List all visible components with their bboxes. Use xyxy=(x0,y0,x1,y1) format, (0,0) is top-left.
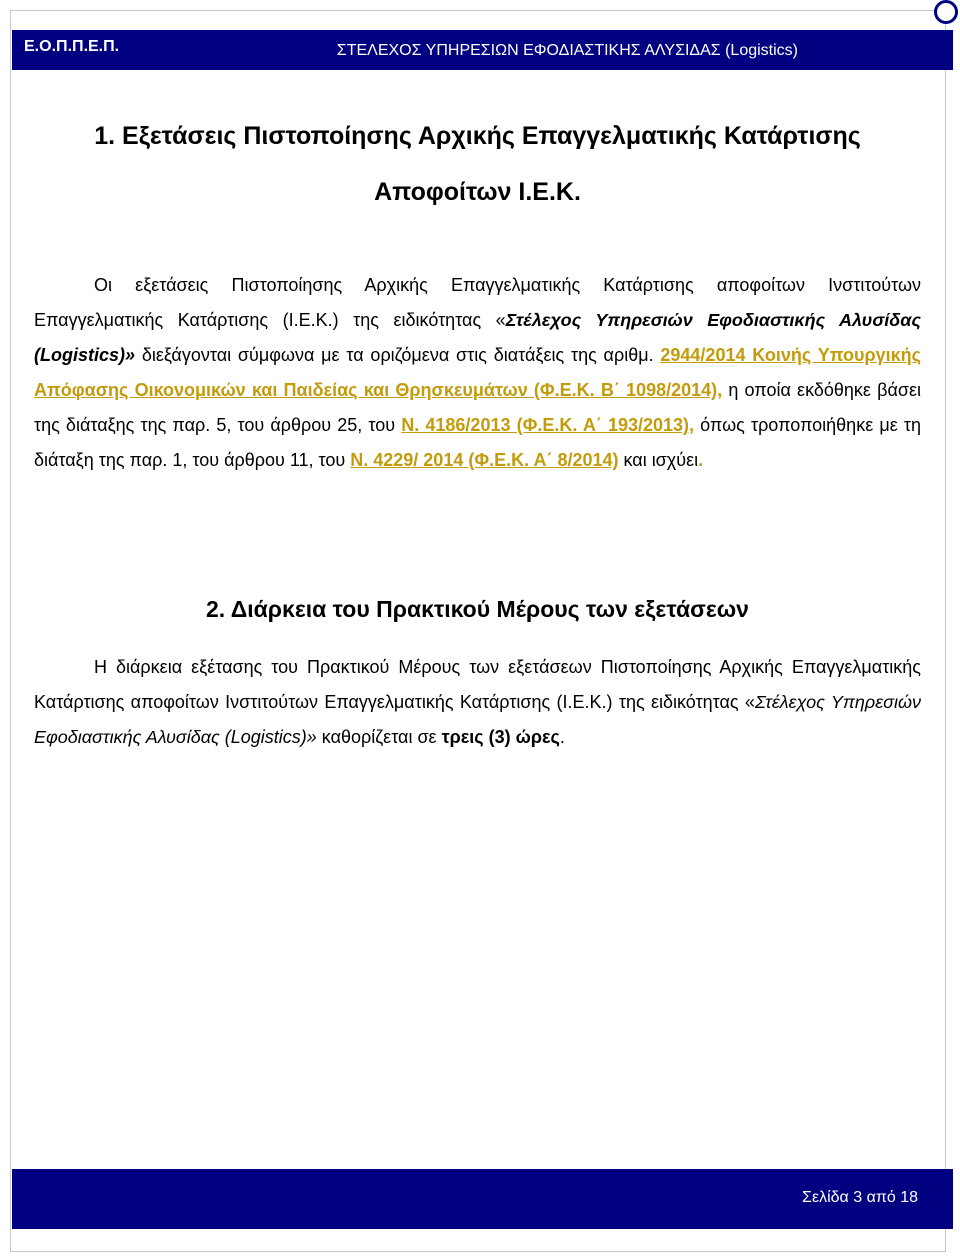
section-2-paragraph xyxy=(34,650,921,755)
footer-bar xyxy=(12,1169,953,1229)
section-1-title-line2: Αποφοίτων Ι.Ε.Κ. xyxy=(374,178,581,206)
section-1-paragraph xyxy=(34,268,921,478)
header-bar xyxy=(12,30,953,70)
law-link-4186-2013[interactable]: Ν. 4186/2013 (Φ.Ε.Κ. Α΄ 193/2013), xyxy=(401,415,695,435)
section-1-title-line1: 1. Εξετάσεις Πιστοποίησης Αρχικής Επαγγελματικής Κατάρτισης xyxy=(94,122,861,150)
s2-text-a: Η διάρκεια εξέτασης του Πρακτικού Μέρους των εξετάσεων Πιστοποίησης Αρχικής Επαγγελματικής Κατάρτισης αποφοίτων Ινστιτούτων Επαγγελματικής Κατάρτισης (Ι.Ε.Κ.) της ειδικότητας « xyxy=(34,657,921,712)
section-2-title: 2. Διάρκεια του Πρακτικού Μέρους των εξετάσεων xyxy=(206,596,749,622)
law-link-4229-2014[interactable]: Ν. 4229/ 2014 (Φ.Ε.Κ. Α΄ 8/2014) xyxy=(350,450,619,470)
s1-text-b: διεξάγονται σύμφωνα με τα οριζόμενα στις διατάξεις της αριθμ. xyxy=(135,345,661,365)
s1-text-d: όπως τροποποιήθηκε με τη διάταξη της παρ. 1, του άρθρου 11, του xyxy=(34,415,922,470)
page-number: Σελίδα 3 από 18 xyxy=(802,1189,918,1206)
s1-end: . xyxy=(698,450,704,470)
section-1-title xyxy=(34,108,921,220)
header-org: Ε.Ο.Π.Π.Ε.Π. xyxy=(24,38,120,55)
s2-end: . xyxy=(559,727,565,747)
law-link-2944-2014[interactable]: 2944/2014 Κοινής Υπουργικής Απόφασης Οικονομικών και Παιδείας και Θρησκευμάτων (Φ.Ε.Κ. Β΄ 1098/2014), xyxy=(34,345,921,400)
s2-duration: τρεις (3) ώρες xyxy=(441,727,560,747)
s1-text-a: Οι εξετάσεις Πιστοποίησης Αρχικής Επαγγελματικής Κατάρτισης αποφοίτων Ινστιτούτων Επαγγελματικής Κατάρτισης (Ι.Ε.Κ.) της ειδικότητας « xyxy=(34,275,921,330)
s2-text-b: καθορίζεται σε xyxy=(316,727,442,747)
s2-specialty: Στέλεχος Υπηρεσιών Εφοδιαστικής Αλυσίδας (Logistics)» xyxy=(34,692,921,747)
header-title: ΣΤΕΛΕΧΟΣ ΥΠΗΡΕΣΙΩΝ ΕΦΟΔΙΑΣΤΙΚΗΣ ΑΛΥΣΙΔΑΣ (Logistics) xyxy=(336,42,798,59)
s1-text-c: η οποία εκδόθηκε βάσει της διάταξης της παρ. 5, του άρθρου 25, του xyxy=(34,380,922,435)
s1-text-e: και ισχύει xyxy=(618,450,699,470)
corner-circle-icon xyxy=(934,0,958,24)
s1-specialty: Στέλεχος Υπηρεσιών Εφοδιαστικής Αλυσίδας (Logistics)» xyxy=(34,310,921,365)
